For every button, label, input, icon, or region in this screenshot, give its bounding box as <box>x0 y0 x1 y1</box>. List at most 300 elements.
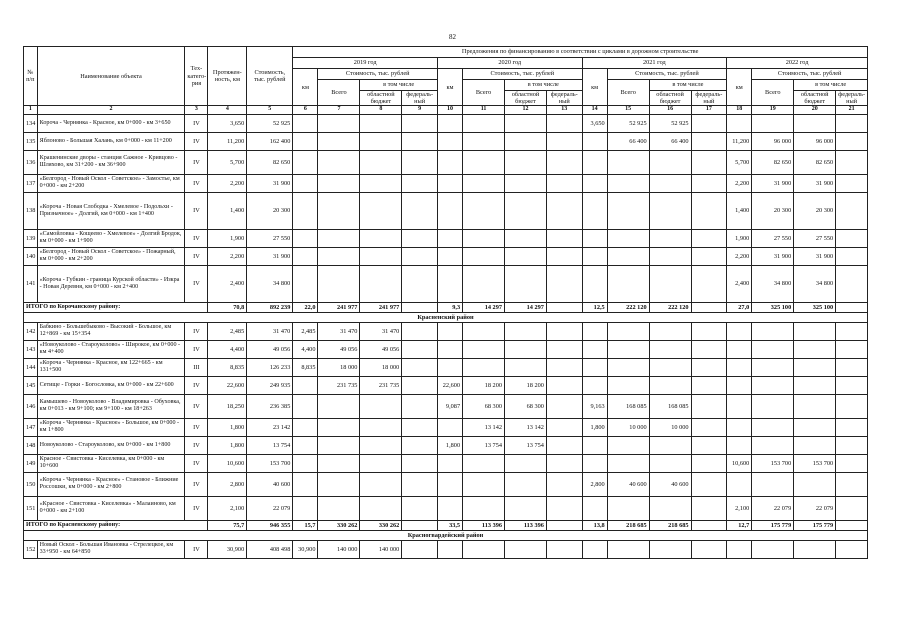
table-cell: 68 300 <box>505 394 547 418</box>
table-cell: 31 900 <box>752 174 794 192</box>
column-number: 6 <box>293 106 318 114</box>
table-cell <box>402 540 438 558</box>
table-cell <box>691 540 727 558</box>
table-cell: 150 <box>24 472 38 496</box>
table-cell <box>691 394 727 418</box>
table-cell <box>293 418 318 436</box>
table-cell <box>546 132 582 150</box>
total-cell <box>402 520 438 530</box>
table-cell <box>649 247 691 265</box>
federal-header: федераль-ный <box>836 91 868 106</box>
table-cell <box>402 114 438 132</box>
table-cell <box>794 114 836 132</box>
table-cell <box>836 114 868 132</box>
table-cell <box>402 454 438 472</box>
table-cell <box>836 472 868 496</box>
table-cell: 96 000 <box>794 132 836 150</box>
table-cell <box>360 265 402 302</box>
table-cell <box>437 540 462 558</box>
table-cell: 34 800 <box>247 265 293 302</box>
table-row <box>24 394 868 418</box>
total-cell: 113 396 <box>505 520 547 530</box>
total-cell: 222 120 <box>649 302 691 312</box>
table-cell: 1,400 <box>727 192 752 229</box>
table-body <box>24 114 868 558</box>
table-cell: 82 650 <box>752 150 794 174</box>
table-cell <box>505 358 547 376</box>
table-cell <box>546 418 582 436</box>
table-cell: 40 600 <box>607 472 649 496</box>
table-cell: 140 <box>24 247 38 265</box>
total-cell <box>402 302 438 312</box>
total-cell: 113 396 <box>463 520 505 530</box>
total-cell: 175 779 <box>794 520 836 530</box>
table-cell <box>794 472 836 496</box>
table-row <box>24 322 868 340</box>
page-number: 82 <box>449 33 456 41</box>
table-cell <box>836 436 868 454</box>
table-cell: 145 <box>24 376 38 394</box>
table-cell <box>727 472 752 496</box>
table-cell: 143 <box>24 340 38 358</box>
table-cell <box>318 265 360 302</box>
table-cell <box>727 436 752 454</box>
section-title: Красногвардейский район <box>24 530 868 540</box>
table-row <box>24 192 868 229</box>
table-cell <box>360 114 402 132</box>
table-cell <box>836 265 868 302</box>
object-name-cell: «Белгород - Новый Оскол - Советское» - Пожарный, км 0+000 - км 2+200 <box>37 247 185 265</box>
table-cell: 139 <box>24 229 38 247</box>
table-cell <box>505 265 547 302</box>
object-name-cell: Сетище - Горки - Богословка, км 0+000 - км 22+600 <box>37 376 185 394</box>
regional-header: областной бюджет <box>794 91 836 106</box>
table-cell <box>836 150 868 174</box>
table-cell: IV <box>185 114 208 132</box>
total-cell: 12,5 <box>582 302 607 312</box>
table-cell <box>691 114 727 132</box>
total-cell <box>836 302 868 312</box>
table-cell <box>293 496 318 520</box>
object-name-cell: «Короча - Чернянка - Красное» - Большое, км 0+000 - км 1+800 <box>37 418 185 436</box>
table-cell <box>691 358 727 376</box>
table-cell: 136 <box>24 150 38 174</box>
total-cell <box>691 302 727 312</box>
total-cell <box>691 520 727 530</box>
table-row <box>24 114 868 132</box>
table-cell: 20 300 <box>247 192 293 229</box>
object-name-cell: «Короча - Чернянка - Красное» - Становое - Ближние Россошки, км 0+000 - км 2+800 <box>37 472 185 496</box>
table-cell <box>607 436 649 454</box>
column-number: 14 <box>582 106 607 114</box>
table-cell <box>546 472 582 496</box>
table-cell <box>318 247 360 265</box>
table-cell: IV <box>185 472 208 496</box>
table-cell <box>836 174 868 192</box>
table-cell <box>752 358 794 376</box>
table-cell: 66 400 <box>607 132 649 150</box>
table-row <box>24 265 868 302</box>
table-cell <box>691 150 727 174</box>
table-cell <box>293 454 318 472</box>
incl-header: в том числе <box>649 80 727 91</box>
table-row <box>24 540 868 558</box>
table-cell <box>402 340 438 358</box>
table-cell <box>318 472 360 496</box>
table-cell <box>293 229 318 247</box>
table-cell <box>437 150 462 174</box>
total-cell: 330 262 <box>360 520 402 530</box>
table-cell: 10 000 <box>649 418 691 436</box>
table-cell <box>836 418 868 436</box>
table-cell <box>546 150 582 174</box>
table-cell: 135 <box>24 132 38 150</box>
table-cell <box>293 265 318 302</box>
incl-header: в том числе <box>505 80 583 91</box>
object-name-cell: Крашенинские дворы - станция Сажное - Кривцово - Шляхово, км 31+200 - км 36+900 <box>37 150 185 174</box>
table-cell <box>691 265 727 302</box>
table-cell <box>691 376 727 394</box>
table-cell <box>402 358 438 376</box>
table-cell: 49 056 <box>360 340 402 358</box>
table-cell: 249 935 <box>247 376 293 394</box>
table-row <box>24 376 868 394</box>
object-name-cell: «Белгород - Новый Оскол - Советское» - Замостье, км 0+000 - км 2+200 <box>37 174 185 192</box>
table-cell: 2,100 <box>727 496 752 520</box>
table-cell <box>293 394 318 418</box>
section-row <box>24 312 868 322</box>
table-cell <box>437 472 462 496</box>
table-cell: 18 200 <box>463 376 505 394</box>
table-cell <box>607 150 649 174</box>
table-row <box>24 150 868 174</box>
table-cell: 168 085 <box>649 394 691 418</box>
table-cell: IV <box>185 418 208 436</box>
table-cell <box>402 496 438 520</box>
table-cell: 31 470 <box>360 322 402 340</box>
table-cell <box>582 247 607 265</box>
table-cell <box>505 454 547 472</box>
table-cell: 82 650 <box>794 150 836 174</box>
table-cell: 22 079 <box>794 496 836 520</box>
total-header: Всего <box>463 80 505 106</box>
table-cell: 140 000 <box>360 540 402 558</box>
table-cell <box>794 540 836 558</box>
total-cell: 70,8 <box>208 302 247 312</box>
total-header: Всего <box>752 80 794 106</box>
total-cell <box>546 302 582 312</box>
total-row <box>24 302 868 312</box>
table-cell <box>463 247 505 265</box>
table-cell <box>649 322 691 340</box>
table-cell <box>293 192 318 229</box>
table-cell <box>318 132 360 150</box>
total-cell: 325 100 <box>794 302 836 312</box>
total-cell: 75,7 <box>208 520 247 530</box>
table-cell <box>402 192 438 229</box>
total-cell: 175 779 <box>752 520 794 530</box>
total-cell: 892 239 <box>247 302 293 312</box>
col-num-header: № п/п <box>24 47 38 106</box>
financing-table <box>23 46 868 559</box>
table-cell <box>691 472 727 496</box>
column-number: 5 <box>247 106 293 114</box>
table-cell: IV <box>185 436 208 454</box>
table-cell <box>546 114 582 132</box>
table-cell: 18 000 <box>318 358 360 376</box>
incl-header: в том числе <box>360 80 438 91</box>
column-number: 4 <box>208 106 247 114</box>
table-cell <box>437 192 462 229</box>
column-number: 12 <box>505 106 547 114</box>
table-cell: IV <box>185 229 208 247</box>
table-cell <box>463 265 505 302</box>
table-cell <box>582 229 607 247</box>
column-number: 18 <box>727 106 752 114</box>
table-cell <box>727 376 752 394</box>
table-cell: 148 <box>24 436 38 454</box>
table-cell <box>727 394 752 418</box>
table-row <box>24 472 868 496</box>
table-cell <box>752 376 794 394</box>
table-cell <box>546 358 582 376</box>
table-cell <box>836 229 868 247</box>
table-cell: IV <box>185 496 208 520</box>
table-cell: 52 925 <box>649 114 691 132</box>
federal-header: федераль-ный <box>402 91 438 106</box>
table-cell <box>649 265 691 302</box>
object-name-cell: Красное - Свистовка - Киселевка, км 0+000 - км 10+600 <box>37 454 185 472</box>
table-cell <box>836 322 868 340</box>
column-number: 10 <box>437 106 462 114</box>
table-cell <box>293 247 318 265</box>
table-cell: 408 498 <box>247 540 293 558</box>
total-cell: 330 262 <box>318 520 360 530</box>
table-cell <box>582 436 607 454</box>
proposals-header: Предложения по финансированию в соответствии с циклами в дорожном строительстве <box>293 47 868 58</box>
table-cell: 162 400 <box>247 132 293 150</box>
object-name-cell: Новоуколово - Староуколово, км 0+000 - км 1+800 <box>37 436 185 454</box>
table-cell <box>582 174 607 192</box>
table-cell <box>582 265 607 302</box>
table-cell <box>463 174 505 192</box>
table-cell <box>607 229 649 247</box>
table-cell: 2,800 <box>582 472 607 496</box>
federal-header: федераль-ный <box>691 91 727 106</box>
table-cell <box>546 540 582 558</box>
table-cell: 13 754 <box>463 436 505 454</box>
table-cell: 2,200 <box>208 174 247 192</box>
col-cost-header: Стоимость, тыс. рублей <box>247 47 293 106</box>
table-row <box>24 229 868 247</box>
table-cell <box>463 192 505 229</box>
table-cell: 137 <box>24 174 38 192</box>
table-cell <box>293 174 318 192</box>
table-cell <box>546 436 582 454</box>
table-cell <box>582 132 607 150</box>
table-cell <box>691 496 727 520</box>
table-cell <box>607 454 649 472</box>
table-cell <box>402 322 438 340</box>
table-cell: 22,600 <box>437 376 462 394</box>
table-cell <box>836 496 868 520</box>
table-cell: 2,400 <box>208 265 247 302</box>
table-cell: 27 550 <box>794 229 836 247</box>
column-number: 1 <box>24 106 38 114</box>
year-2022-header: 2022 год <box>727 58 868 69</box>
table-cell <box>546 174 582 192</box>
table-cell <box>318 192 360 229</box>
table-cell <box>318 394 360 418</box>
table-cell: 1,900 <box>208 229 247 247</box>
table-cell: 231 735 <box>318 376 360 394</box>
table-cell: 144 <box>24 358 38 376</box>
total-cell: 15,7 <box>293 520 318 530</box>
total-cell: 33,5 <box>437 520 462 530</box>
table-cell <box>727 322 752 340</box>
table-cell <box>402 418 438 436</box>
cost-sub-header: Стоимость, тыс. рублей <box>607 69 726 80</box>
table-cell: 1,400 <box>208 192 247 229</box>
total-cell: 27,0 <box>727 302 752 312</box>
table-cell <box>794 322 836 340</box>
object-name-cell: Камышево - Новоуколово - Владимировка - Обуховка, км 0+013 - км 9+100; км 9+100 - км 18+263 <box>37 394 185 418</box>
object-name-cell: «Новоуколово - Староуколово» - Широкое, км 0+000 - км 4+400 <box>37 340 185 358</box>
table-cell <box>505 192 547 229</box>
table-cell <box>463 358 505 376</box>
table-cell: 3,650 <box>208 114 247 132</box>
total-cell: 12,7 <box>727 520 752 530</box>
km-header: км <box>437 69 462 106</box>
table-cell <box>649 192 691 229</box>
table-cell: 231 735 <box>360 376 402 394</box>
table-cell: 68 300 <box>463 394 505 418</box>
table-row <box>24 454 868 472</box>
table-cell: IV <box>185 376 208 394</box>
table-cell <box>582 322 607 340</box>
table-cell <box>463 150 505 174</box>
table-cell <box>546 376 582 394</box>
table-cell <box>582 376 607 394</box>
table-cell: 134 <box>24 114 38 132</box>
table-cell <box>607 340 649 358</box>
table-cell: IV <box>185 394 208 418</box>
table-cell: 1,800 <box>437 436 462 454</box>
table-cell <box>402 229 438 247</box>
table-cell: 2,485 <box>208 322 247 340</box>
table-cell <box>437 174 462 192</box>
table-cell <box>505 150 547 174</box>
total-cell: 241 977 <box>318 302 360 312</box>
table-cell <box>836 540 868 558</box>
table-row <box>24 247 868 265</box>
table-cell <box>293 376 318 394</box>
col-name-header: Наименование объекта <box>37 47 185 106</box>
table-cell <box>752 436 794 454</box>
table-cell <box>402 247 438 265</box>
column-number: 19 <box>752 106 794 114</box>
table-cell: 18,250 <box>208 394 247 418</box>
table-cell: 126 233 <box>247 358 293 376</box>
column-number: 3 <box>185 106 208 114</box>
table-cell <box>293 132 318 150</box>
table-cell <box>582 454 607 472</box>
table-cell <box>582 150 607 174</box>
table-cell <box>546 192 582 229</box>
table-cell: 30,900 <box>208 540 247 558</box>
table-cell <box>607 174 649 192</box>
table-cell <box>836 454 868 472</box>
column-number: 7 <box>318 106 360 114</box>
column-number: 17 <box>691 106 727 114</box>
table-cell: 82 650 <box>247 150 293 174</box>
federal-header: федераль-ный <box>546 91 582 106</box>
table-cell <box>505 174 547 192</box>
table-cell: 10,600 <box>208 454 247 472</box>
table-cell <box>505 114 547 132</box>
column-number: 20 <box>794 106 836 114</box>
table-cell <box>691 229 727 247</box>
table-cell: 2,400 <box>727 265 752 302</box>
table-cell: 138 <box>24 192 38 229</box>
table-cell <box>505 472 547 496</box>
table-cell <box>318 436 360 454</box>
column-number: 15 <box>607 106 649 114</box>
table-cell <box>691 247 727 265</box>
table-cell: 1,800 <box>208 436 247 454</box>
table-cell <box>607 496 649 520</box>
table-cell <box>607 247 649 265</box>
table-cell: 147 <box>24 418 38 436</box>
table-cell <box>318 454 360 472</box>
table-cell <box>607 540 649 558</box>
col-length-header: Протяжен-ность, км <box>208 47 247 106</box>
table-cell: 27 550 <box>247 229 293 247</box>
column-number: 13 <box>546 106 582 114</box>
table-cell <box>649 376 691 394</box>
table-cell <box>752 114 794 132</box>
table-cell: 27 550 <box>752 229 794 247</box>
table-cell <box>505 229 547 247</box>
col-category-header: Тех-катего-рия <box>185 47 208 106</box>
total-cell <box>836 520 868 530</box>
table-cell: IV <box>185 150 208 174</box>
table-cell <box>794 358 836 376</box>
table-cell <box>293 472 318 496</box>
table-cell: 96 000 <box>752 132 794 150</box>
table-cell <box>463 132 505 150</box>
table-cell <box>546 247 582 265</box>
table-cell: 3,650 <box>582 114 607 132</box>
table-cell <box>752 340 794 358</box>
table-cell: 31 900 <box>752 247 794 265</box>
table-cell: 2,485 <box>293 322 318 340</box>
table-cell <box>437 358 462 376</box>
table-cell: 31 470 <box>318 322 360 340</box>
table-cell: IV <box>185 340 208 358</box>
incl-header: в том числе <box>794 80 868 91</box>
table-cell <box>360 496 402 520</box>
table-cell <box>836 340 868 358</box>
table-cell <box>463 496 505 520</box>
table-cell: IV <box>185 132 208 150</box>
table-cell <box>360 192 402 229</box>
table-cell: 168 085 <box>607 394 649 418</box>
table-cell: IV <box>185 174 208 192</box>
table-cell: 8,835 <box>293 358 318 376</box>
object-name-cell: «Короча - Губкин - граница Курской области» - Изкра - Новая Деревня, км 0+000 - км 2+400 <box>37 265 185 302</box>
table-cell <box>691 192 727 229</box>
